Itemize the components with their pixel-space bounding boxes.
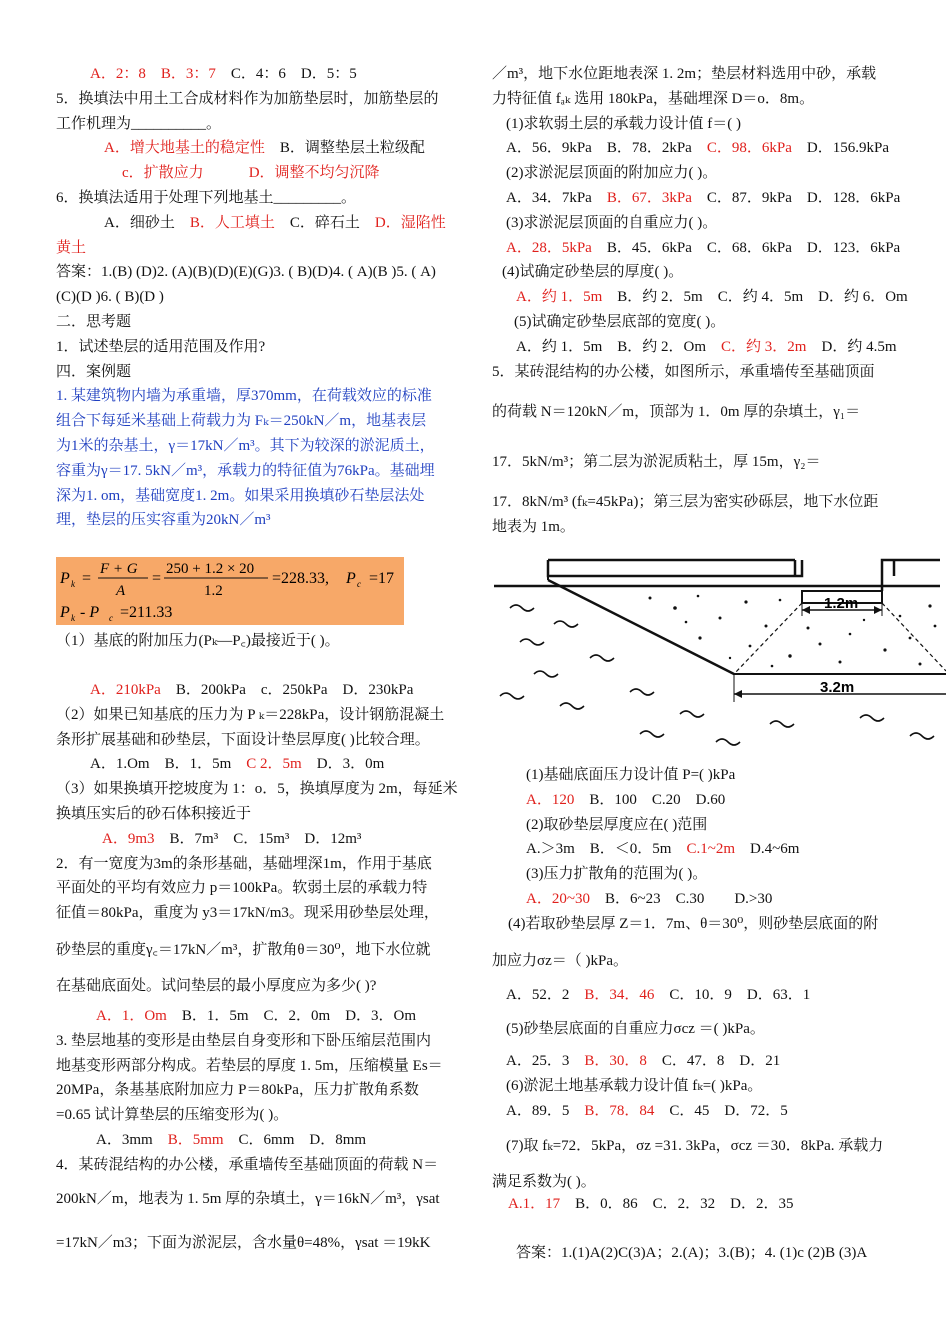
option-text: A．34．7kPa xyxy=(506,189,592,206)
answer-red: D．调整不均匀沉降 xyxy=(248,165,380,182)
option-text: A．89．5 xyxy=(506,1102,570,1119)
option-line xyxy=(492,837,896,862)
sub-question: (1)基础底面压力设计值 P=( )kPa xyxy=(526,766,736,783)
option-text: B．6~23 C.30 D.>30 xyxy=(604,890,773,907)
formula-pc: P xyxy=(346,570,356,588)
case-5-text: 17．5kN/m³；第二层为淤泥质粘土，厚 15m，γ₂＝ xyxy=(492,454,821,471)
option-line xyxy=(492,285,908,310)
sub-question: （3）如果换填开挖坡度为 1：o．5，换填厚度为 2m，每延米 xyxy=(56,781,458,798)
option-text: C．45 D．72．5 xyxy=(669,1102,788,1119)
option-text: D．约 4.5m xyxy=(821,338,897,355)
option-text: D.4~6m xyxy=(750,841,800,858)
sub-question: (2)求淤泥层顶面的附加应力( )。 xyxy=(506,165,718,182)
sub-question-cont: 换填压实后的砂石体积接近于 xyxy=(56,805,252,822)
answer-red: A．约 1．5m xyxy=(516,289,603,306)
answer-red: A．210kPa xyxy=(90,681,161,698)
answer-red: C．约 3．2m xyxy=(721,338,807,355)
option-line xyxy=(492,335,896,360)
case-3-text: =0.65 试计算垫层的压缩变形为( )。 xyxy=(56,1107,289,1124)
option-line xyxy=(492,136,896,161)
option-text: D．3．0m xyxy=(316,756,385,773)
case-2-text: 平面处的平均有效应力 p＝100kPa。软弱土层的承载力特 xyxy=(56,880,428,897)
formula-denominator: 1.2 xyxy=(204,583,223,600)
left-column xyxy=(56,62,460,1261)
option-line xyxy=(56,161,460,186)
formula-result: =17 xyxy=(369,570,395,588)
question-6: 6．换填法适用于处理下列地基土_________。 xyxy=(56,189,357,206)
option-line xyxy=(56,678,460,703)
sub-question-cont: 条形扩展基础和砂垫层，下面设计垫层厚度( )比较合理。 xyxy=(56,731,430,748)
formula-svg xyxy=(56,557,404,625)
option-text: C．4：6 D．5：5 xyxy=(230,66,357,82)
option-text: A．52．2 xyxy=(506,986,570,1003)
option-line xyxy=(492,186,901,211)
option-line xyxy=(492,983,896,1008)
option-text: C．47．8 D．21 xyxy=(661,1053,781,1070)
answer-red: C 2．5m xyxy=(246,756,302,773)
think-question: 1．试述垫层的适用范围及作用? xyxy=(56,338,266,355)
option-text: B．200kPa c．250kPa D．230kPa xyxy=(175,681,414,698)
formula-eq: = xyxy=(82,570,92,588)
answer-red: A．9m3 xyxy=(102,830,155,847)
option-line xyxy=(492,788,896,813)
answer-red: A．1．Om xyxy=(96,1007,167,1024)
answer-red: B．78．84 xyxy=(584,1102,655,1119)
case-1-text: 深为1. om，基础宽度1. 2m。如果采用换填砂石垫层法处 xyxy=(56,487,425,504)
option-text: C．6mm D．8mm xyxy=(238,1131,367,1148)
formula-sub: c xyxy=(357,579,361,590)
foundation-svg xyxy=(490,546,946,758)
option-text: A．3mm xyxy=(96,1131,153,1148)
case-5-text: 5．某砖混结构的办公楼，如图所示，承重墙传至基础顶面 xyxy=(492,363,875,380)
dimension-label: 3.2m xyxy=(820,678,855,696)
sub-question: （2）如果已知基底的压力为 P ₖ＝228kPa，设计钢筋混凝土 xyxy=(56,706,445,723)
answer-red: C．98．6kPa xyxy=(706,140,792,157)
formula-sub: c xyxy=(109,613,113,624)
answer-red: A．20~30 xyxy=(526,890,590,907)
answer-red: C.1~2m xyxy=(686,841,735,858)
formula-result: =211.33 xyxy=(120,604,173,622)
option-text: A．25．3 xyxy=(506,1053,570,1070)
option-text: C．10．9 D．63．1 xyxy=(669,986,811,1003)
option-line xyxy=(56,136,460,161)
sub-question: (4)若取砂垫层厚 Z＝1．7m、θ＝30⁰，则砂垫层底面的附 xyxy=(508,915,879,932)
formula-pk: P xyxy=(60,570,70,588)
sub-question-cont: 加应力σz＝（ )kPa。 xyxy=(492,952,628,969)
case-5-text: 17．8kN/m³ (fₖ=45kPa)；第三层为密实砂砾层，地下水位距 xyxy=(492,494,879,511)
answer-red: A．增大地基土的稳定性 xyxy=(104,140,265,157)
case-3-text: 3. 垫层地基的变形是由垫层自身变形和下卧压缩层范围内 xyxy=(56,1032,432,1049)
case-1-text: 理，垫层的压实容重为20kN／m³ xyxy=(56,512,271,529)
case-2-text: 在基础底面处。试问垫层的最小厚度应为多少( )? xyxy=(56,977,377,994)
section-heading: 二．思考题 xyxy=(56,313,132,330)
answer-red: 黄土 xyxy=(56,239,87,256)
option-line xyxy=(56,211,460,236)
case-1-text: 容重为γ＝17. 5kN／m³，承载力的特征值为76kPa。基础埋 xyxy=(56,462,435,479)
option-line xyxy=(56,827,460,852)
option-text: B．7m³ C．15m³ D．12m³ xyxy=(169,830,362,847)
option-text: B．1．5m C．2．0m D．3．Om xyxy=(181,1007,417,1024)
sub-question: (3)求淤泥层顶面的自重应力( )。 xyxy=(506,214,718,231)
answer-red: B．30．8 xyxy=(584,1053,647,1070)
answer-red: B．3：7 xyxy=(160,66,216,82)
case-5-text: 的荷载 N＝120kN／m，顶部为 1．0m 厚的杂填土，γ₁＝ xyxy=(492,404,861,421)
case-2-text: 2．有一宽度为3m的条形基础，基础埋深1m，作用于基底 xyxy=(56,855,432,872)
case-4-cont: ／m³，地下水位距地表深 1. 2m；垫层材料选用中砂，承载 xyxy=(492,66,877,82)
option-text: A．约 1．5m B．约 2．Om xyxy=(516,338,707,355)
option-line xyxy=(492,887,896,912)
case-3-text: 地基变形两部分构成。若垫层的厚度 1. 5m，压缩模量 Es＝ xyxy=(56,1057,443,1074)
case-1-text: 为1米的杂基土，γ＝17kN／m³。其下为较深的淤泥质土， xyxy=(56,437,435,454)
option-text: A．1.Om B．1．5m xyxy=(90,756,232,773)
option-line xyxy=(56,1128,460,1153)
case-1-text: 组合下每延米基础上荷载力为 Fₖ＝250kN／m，地基表层 xyxy=(56,413,427,430)
answer-key: 答案：1.(B) (D)2. (A)(B)(D)(E)(G)3. ( B)(D)4. ( A)(B )5. ( A) xyxy=(56,264,436,281)
case-3-text: 20MPa，条基基底附加应力 P＝80kPa，压力扩散角系数 xyxy=(56,1082,419,1099)
option-text: A.＞3m B．＜0．5m xyxy=(526,841,672,858)
answer-red: D．湿陷性 xyxy=(374,214,446,231)
formula-result: =228.33, xyxy=(272,570,330,588)
answer-red: A．120 xyxy=(526,791,575,808)
sub-question: (5)砂垫层底面的自重应力σcz ＝( )kPa。 xyxy=(506,1021,765,1038)
sub-question: (7)取 fₖ=72．5kPa，σz =31. 3kPa，σcz ＝30．8kPa. 承载力 xyxy=(506,1137,884,1154)
sub-question: (4)试确定砂垫层的厚度( )。 xyxy=(502,264,684,281)
formula-eq: = xyxy=(152,570,162,588)
option-line xyxy=(492,1192,896,1217)
answer-red: A．28．5kPa xyxy=(506,239,592,256)
sub-question: (6)淤泥土地基承载力设计值 fₖ=( )kPa。 xyxy=(506,1078,763,1095)
question-5: 5．换填法中用土工合成材料作为加筋垫层时，加筋垫层的 xyxy=(56,90,439,107)
formula-denominator: A xyxy=(116,583,126,600)
answer-red: B．5mm xyxy=(167,1131,224,1148)
option-text: B．45．6kPa C．68．6kPa D．123．6kPa xyxy=(606,239,901,256)
case-4-text: 200kN／m，地表为 1. 5m 厚的杂填土，γ＝16kN／m³，γsat xyxy=(56,1191,440,1208)
section-heading: 四．案例题 xyxy=(56,363,132,380)
formula-numerator: 250 + 1.2 × 20 xyxy=(166,561,255,578)
case-4-text: 4．某砖混结构的办公楼，承重墙传至基础顶面的荷载 N＝ xyxy=(56,1156,439,1173)
case-1-text: 1. 某建筑物内墙为承重墙，厚370mm，在荷载效应的标准 xyxy=(56,388,432,405)
option-text: A．细砂土 xyxy=(104,214,175,231)
option-text: A．56．9kPa B．78．2kPa xyxy=(506,140,692,157)
sub-question-cont: 满足系数为( )。 xyxy=(492,1173,596,1190)
answer-red: B．67．3kPa xyxy=(606,189,692,206)
option-text: C．87．9kPa D．128．6kPa xyxy=(706,189,901,206)
option-text: C．碎石土 xyxy=(289,214,360,231)
option-line xyxy=(492,1099,896,1124)
option-line xyxy=(56,62,460,87)
question-5-cont: 工作机理为__________。 xyxy=(56,115,222,132)
answer-red: B．34．46 xyxy=(584,986,655,1003)
case-2-text: 砂垫层的重度γ꜀＝17kN／m³，扩散角θ＝30⁰，地下水位就 xyxy=(56,941,431,958)
answer-red: c．扩散应力 xyxy=(122,165,204,182)
answer-red: A．2：8 xyxy=(90,66,146,82)
answer-key: 答案：1.(1)A(2)C(3)A；2.(A)；3.(B)；4. (1)c (2)B (3)A xyxy=(516,1244,868,1261)
answer-key-cont: (C)(D )6. ( B)(D ) xyxy=(56,289,164,306)
foundation-diagram xyxy=(490,546,896,763)
right-column xyxy=(492,62,908,1265)
case-5-text: 地表为 1m。 xyxy=(492,519,575,536)
case-4-text: =17kN／m3；下面为淤泥层，含水量θ=48%，γsat ＝19kK xyxy=(56,1235,431,1252)
formula-numerator: F + G xyxy=(100,561,138,578)
sub-question: (1)求软弱土层的承载力设计值 f＝( ) xyxy=(506,115,741,132)
option-text: B．调整垫层土粒级配 xyxy=(279,140,425,157)
formula-sub: k xyxy=(71,613,75,624)
option-text: B．0．86 C．2．32 D．2．35 xyxy=(575,1195,794,1212)
sub-question: (2)取砂垫层厚度应在( )范围 xyxy=(526,816,708,833)
sub-question: (3)压力扩散角的范围为( )。 xyxy=(526,866,708,883)
option-line xyxy=(56,752,460,777)
option-text: B．约 2．5m C．约 4．5m D．约 6．Om xyxy=(617,289,908,306)
case-4-cont: 力特征值 fₐₖ 选用 180kPa，基础埋深 D＝o．8m。 xyxy=(492,90,815,107)
option-line xyxy=(56,1004,460,1029)
option-text: D．156.9kPa xyxy=(806,140,889,157)
formula-minus-pc: - P xyxy=(80,604,100,622)
dimension-label: 1.2m xyxy=(824,594,859,612)
answer-red: B．人工填土 xyxy=(189,214,275,231)
formula-pk: P xyxy=(60,604,70,622)
option-text: B．100 C.20 D.60 xyxy=(589,791,726,808)
formula-box xyxy=(56,557,404,625)
answer-red: A.1．17 xyxy=(508,1195,561,1212)
option-line xyxy=(492,236,901,261)
sub-question: (5)试确定砂垫层底部的宽度( )。 xyxy=(514,313,726,330)
option-line xyxy=(492,1049,896,1074)
sub-question: （1）基底的附加压力(Pₖ—P꜀)最接近于( )。 xyxy=(56,633,340,650)
formula-sub: k xyxy=(71,579,75,590)
case-2-text: 征值＝80kPa，重度为 y3＝17kN/m3。现采用砂垫层处理， xyxy=(56,905,439,922)
